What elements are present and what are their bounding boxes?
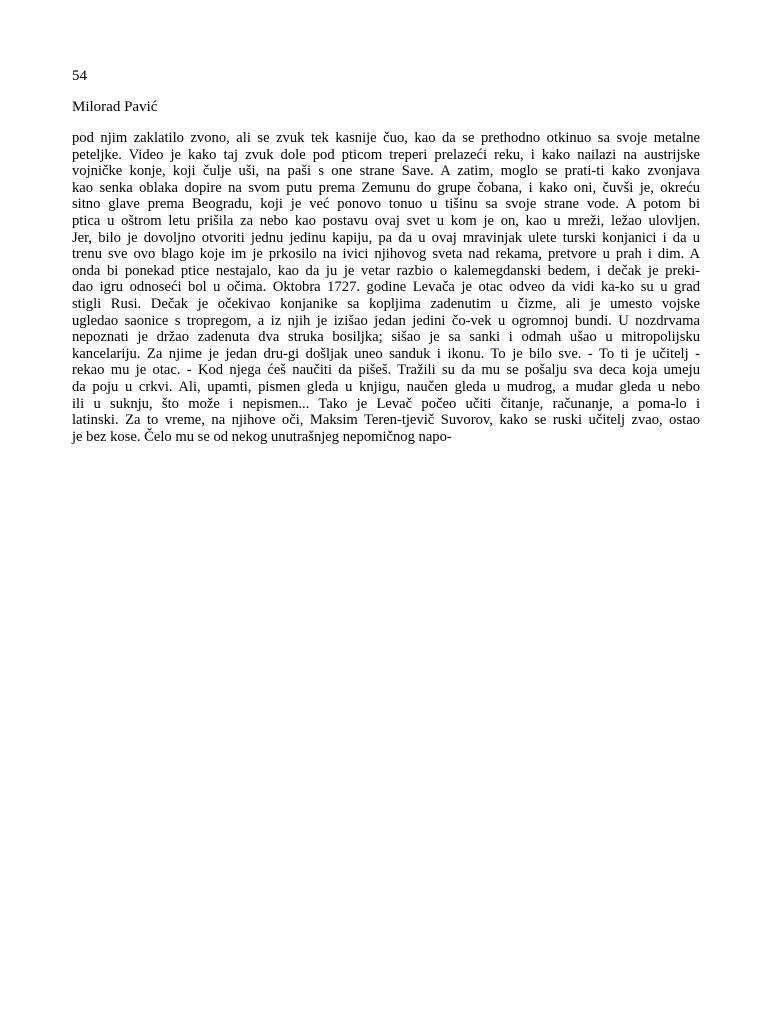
text-line: ptica u oštrom letu prišila za nebo kao postavu ovaj svet u kom je on, kao u mreži, ležao ulovljen.: [72, 212, 700, 229]
text-line: kancelariju. Za njime je jedan dru-gi došljak uneo sanduk i ikonu. To je bilo sve. - To ti je učitelj -: [72, 345, 700, 362]
text-line: trenu sve ovo blago koje im je prkosilo na ivici njihovog sveta nad rekama, pretvore u prah i dim. A: [72, 246, 700, 263]
text-line: pod njim zaklatilo zvono, ali se zvuk tek kasnije čuo, kao da se prethodno otkinuo sa svoje metalne: [72, 130, 700, 146]
text-line: nepoznati je držao zadenuta dva struka bosiljka; sišao je sa sanki i odmah ušao u mitropolijsku: [72, 329, 700, 346]
text-line: sitno glave prema Beogradu, koji je već ponovo tonuo u tišinu sa svoje strane vode. A potom bi: [72, 196, 700, 213]
text-line: peteljke. Video je kako taj zvuk dole pod pticom treperi prelazeći reku, i kako nailazi na austrijske: [72, 146, 700, 163]
author-name: Milorad Pavić: [72, 99, 158, 115]
text-line: onda bi ponekad ptice nestajalo, kao da ju je vetar razbio o kalemegdanski bedem, i dečak je preki-: [72, 262, 700, 279]
text-line: Jer, bilo je dovoljno otvoriti jednu jedinu kapiju, pa da u ovaj mravinjak ulete turski konjanici i da u: [72, 229, 700, 246]
text-line: dao igru odnoseći bol u očima. Oktobra 1727. godine Levača je otac odveo da vidi ka-ko su u grad: [72, 279, 700, 296]
text-line: da poju u crkvi. Ali, upamti, pismen gleda u knjigu, naučen gleda u mudrog, a mudar gleda u nebo: [72, 378, 700, 395]
text-line: je bez kose. Čelo mu se od nekog unutrašnjeg nepomičnog napo-: [72, 428, 452, 445]
text-line: kao senka oblaka dopire na svom putu prema Zemunu do grupe čobana, i kako oni, čuvši je, okreću: [72, 179, 700, 196]
body-paragraph: [72, 130, 700, 445]
text-line: stigli Rusi. Dečak je očekivao konjanike sa kopljima zadenutim u čizme, ali je umesto vojske: [72, 295, 700, 312]
page-number: 54: [72, 68, 87, 84]
text-line: rekao mu je otac. - Kod njega ćeš naučiti da pišeš. Tražili su da mu se pošalju sva deca koja umeju: [72, 362, 700, 379]
text-line: vojničke konje, koji čulje uši, na paši s one strane Save. A zatim, moglo se prati-ti kako zvonjava: [72, 163, 700, 180]
text-line: ili u suknju, što može i nepismen... Tako je Levač počeo učiti čitanje, računanje, a poma-lo i: [72, 395, 700, 412]
text-line: ugledao saonice s tropregom, a iz njih je izišao jedan jedini čo-vek u ogromnoj bundi. U nozdrvama: [72, 312, 700, 329]
text-line: latinski. Za to vreme, na njihove oči, Maksim Teren-tjevič Suvorov, kako se ruski učitelj zvao, ostao: [72, 412, 700, 429]
document-page: [72, 66, 700, 445]
